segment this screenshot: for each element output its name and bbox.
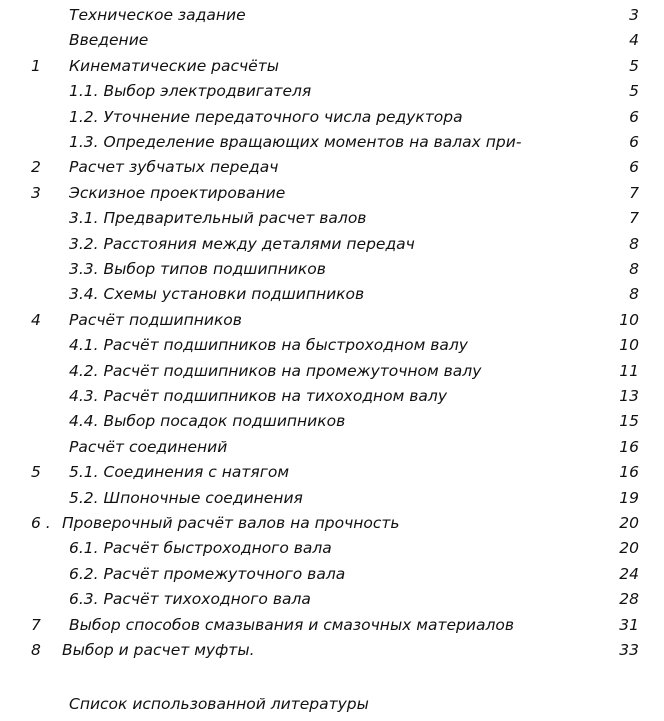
toc-entry-title: 4.2. Расчёт подшипников на промежуточном валу [69, 361, 482, 380]
toc-entry-title: 4.1. Расчёт подшипников на быстроходном валу [69, 336, 468, 355]
toc-entry-title: 3.1. Предварительный расчет валов [69, 209, 367, 228]
toc-entry [0, 536, 664, 561]
toc-entry-title: 3.2. Расстояния между деталями передач [69, 234, 415, 253]
toc-entry-page: 3 [629, 6, 639, 24]
toc-entry-title: 6.3. Расчёт тихоходного вала [69, 590, 311, 609]
toc-entry [0, 282, 664, 307]
toc-entry-number: 8 [31, 641, 41, 659]
toc-entry [0, 409, 664, 434]
toc-entry [0, 486, 664, 511]
toc-entry-number: 6 . [31, 514, 51, 532]
toc-entry-title: 6.1. Расчёт быстроходного вала [69, 539, 332, 558]
toc-entry-page: 10 [619, 336, 639, 355]
toc-entry-title: Техническое задание [69, 6, 246, 24]
toc-entry-page: 6 [629, 158, 639, 177]
references-heading: Список использованной литературы [69, 695, 369, 713]
toc-entry [0, 105, 664, 130]
toc-entry [0, 511, 664, 536]
toc-entry [0, 257, 664, 282]
toc-entry-page: 33 [619, 641, 639, 659]
toc-entry-page: 5 [629, 82, 639, 101]
toc-entry [0, 333, 664, 358]
toc-entry-title: 4.4. Выбор посадок подшипников [69, 412, 346, 431]
toc-entry-page: 16 [619, 437, 639, 456]
toc-entry [0, 562, 664, 587]
toc-entry [0, 54, 664, 79]
toc-entry-title: 5.1. Соединения с натягом [69, 463, 290, 482]
toc-entry-page: 19 [619, 488, 639, 507]
toc-entry-page: 16 [619, 463, 639, 482]
toc-entry-page: 11 [619, 361, 639, 380]
toc-entry [0, 587, 664, 612]
toc-entry-title: Выбор и расчет муфты. [62, 641, 255, 659]
toc-entry-title: 6.2. Расчёт промежуточного вала [69, 564, 346, 583]
toc-entry [0, 28, 664, 53]
toc-entry [0, 638, 664, 663]
toc-entry-title: Расчёт подшипников [69, 310, 242, 329]
toc-entry-page: 28 [619, 590, 639, 609]
toc-entry [0, 435, 664, 460]
toc-entry-page: 8 [629, 260, 639, 278]
toc-entry [0, 460, 664, 485]
toc-entry-title: Выбор способов смазывания и смазочных материалов [69, 615, 514, 634]
toc-entry [0, 384, 664, 409]
toc-entry-page: 5 [629, 56, 639, 75]
toc-entry-page: 24 [619, 564, 639, 583]
toc-entry-title: Введение [69, 31, 149, 50]
toc-entry-title: 5.2. Шпоночные соединения [69, 488, 303, 507]
toc-entry-page: 7 [629, 209, 639, 228]
toc-entry [0, 232, 664, 257]
toc-entry-page: 6 [629, 133, 639, 151]
toc-entry [0, 181, 664, 206]
toc-entry-page: 6 [629, 107, 639, 126]
toc-entry [0, 130, 664, 155]
toc-entry-page: 7 [629, 183, 639, 202]
toc-entry-title: Кинематические расчёты [69, 56, 279, 75]
toc-entry-number: 3 [31, 183, 41, 202]
toc-entry-page: 20 [619, 514, 639, 532]
toc-entry-page: 20 [619, 539, 639, 558]
toc-entry-page: 15 [619, 412, 639, 431]
toc-entry [0, 155, 664, 180]
toc-entry-number: 4 [31, 310, 41, 329]
toc-entry-page: 8 [629, 285, 639, 304]
toc-entry-number: 5 [31, 463, 41, 482]
toc-entry-title: 3.3. Выбор типов подшипников [69, 260, 326, 278]
toc-entry [0, 613, 664, 638]
toc-entry [0, 79, 664, 104]
toc-entry-title: Эскизное проектирование [69, 183, 286, 202]
toc-entry [0, 206, 664, 231]
toc-entry-title: Проверочный расчёт валов на прочность [62, 514, 400, 532]
toc-entry-title: Расчёт соединений [69, 437, 228, 456]
toc-entry-title: 1.3. Определение вращающих моментов на валах при- [69, 133, 522, 151]
toc-entry-page: 31 [619, 615, 639, 634]
toc-entry-title: Расчет зубчатых передач [69, 158, 279, 177]
toc-entry-page: 8 [629, 234, 639, 253]
toc-entry-title: 1.1. Выбор электродвигателя [69, 82, 312, 101]
toc-entry [0, 308, 664, 333]
toc-entry-title: 1.2. Уточнение передаточного числа редуктора [69, 107, 463, 126]
toc-entry-page: 4 [629, 31, 639, 50]
toc-entry-title: 3.4. Схемы установки подшипников [69, 285, 365, 304]
toc-entry-number: 7 [31, 615, 41, 634]
toc-entry-title: 4.3. Расчёт подшипников на тихоходном валу [69, 387, 448, 405]
toc-entry [0, 3, 664, 28]
toc-entry-number: 1 [31, 56, 41, 75]
toc-entry-page: 10 [619, 310, 639, 329]
toc-entry-page: 13 [619, 387, 639, 405]
toc-entry [0, 359, 664, 384]
toc-entry-number: 2 [31, 158, 41, 177]
